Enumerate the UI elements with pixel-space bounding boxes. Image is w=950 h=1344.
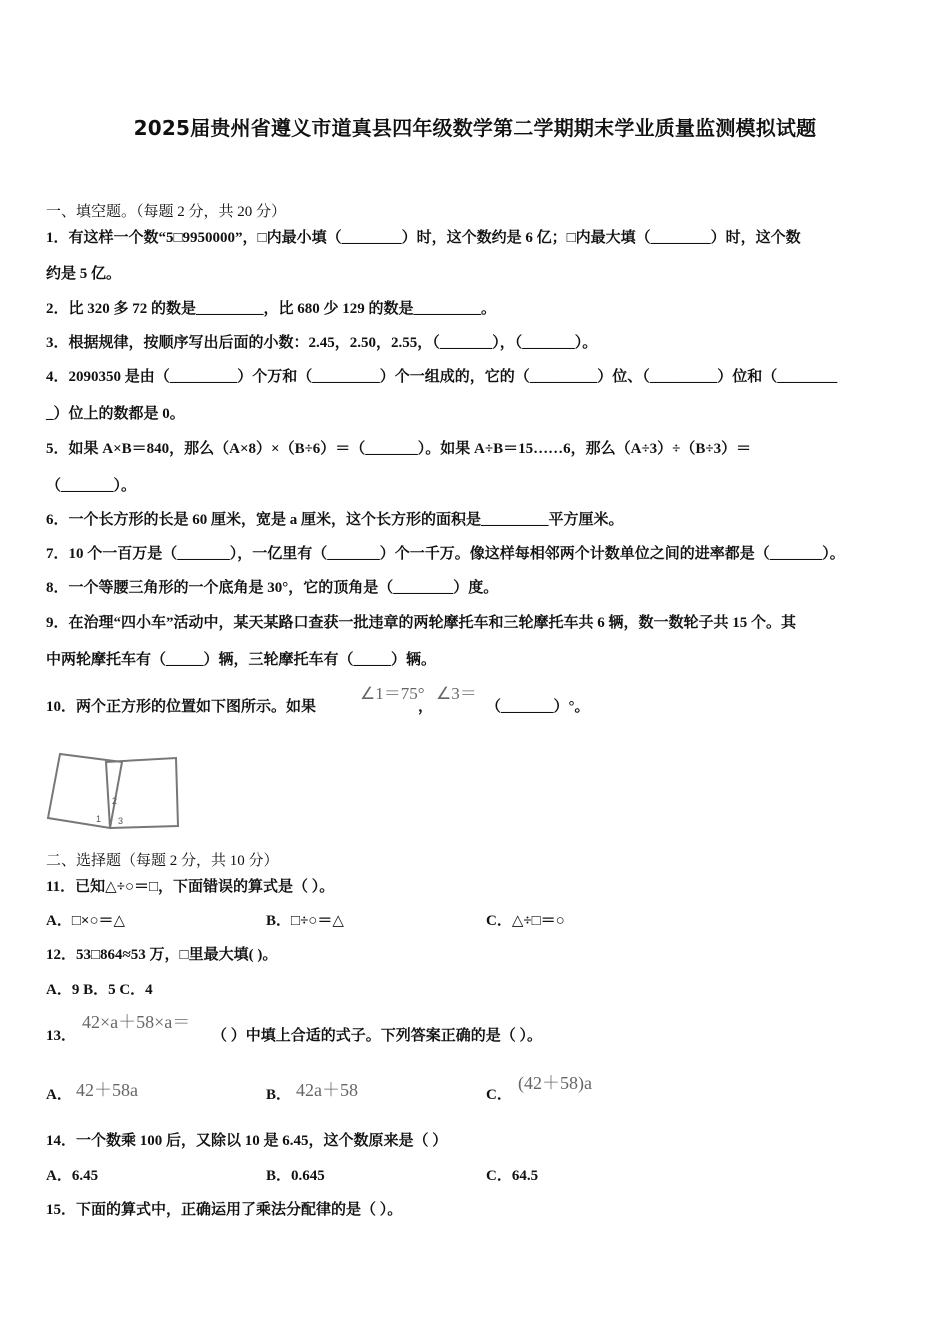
question-6: 6．一个长方形的长是 60 厘米，宽是 a 厘米，这个长方形的面积是_________平方厘米。 [46,512,624,528]
question-5-line-1: 5．如果 A×B＝840，那么（A×8）×（B÷6）＝（_______）。如果 A÷B＝15……6，那么（A÷3）÷（B÷3）＝ [46,441,752,457]
two-squares-figure [44,748,184,834]
question-13-option-b-label: B． [266,1087,292,1103]
section-1-heading: 一、填空题。（每题 2 分，共 20 分） [46,204,287,220]
page-title: 2025届贵州省遵义市道真县四年级数学第二学期期末学业质量监测模拟试题 [133,116,817,140]
question-14-option-c: C．64.5 [486,1168,539,1184]
angle-label-1: 1 [96,814,102,824]
question-13-option-c-label: C． [486,1087,512,1103]
question-3: 3．根据规律，按顺序写出后面的小数：2.45，2.50，2.55，（_______），（_______）。 [46,335,598,351]
question-13-number: 13． [46,1028,77,1044]
left-square [48,754,122,828]
question-11-option-c: C．△÷□＝○ [486,913,565,929]
question-8: 8．一个等腰三角形的一个底角是 30°，它的顶角是（________）度。 [46,580,499,596]
question-9-line-1: 9．在治理“四小车”活动中，某天某路口查获一批违章的两轮摩托车和三轮摩托车共 6 辆，数一数轮子共 15 个。其 [46,615,797,631]
question-11: 11．已知△÷○＝□，下面错误的算式是（ ）。 [46,879,335,895]
question-13-option-a-expr: 42＋58a [76,1080,138,1100]
question-12-options: A．9 B．5 C．4 [46,982,153,998]
question-13-option-b-expr: 42a＋58 [296,1080,358,1100]
section-2-heading: 二、选择题（每题 2 分，共 10 分） [46,853,279,869]
question-12: 12．53□864≈53 万，□里最大填( )。 [46,947,278,963]
question-7: 7．10 个一百万是（_______），一亿里有（_______）个一千万。像这样每相邻两个计数单位之间的进率都是（_______）。 [46,546,845,562]
question-10-suffix: （_______）°。 [486,699,590,715]
question-15: 15．下面的算式中，正确运用了乘法分配律的是（ ）。 [46,1202,403,1218]
question-5-line-2: （_______）。 [46,478,137,494]
question-13-expression: 42×a＋58×a＝ [82,1012,191,1032]
question-1-line-1: 1．有这样一个数“5□9950000”，□内最小填（________）时，这个数约是 6 亿；□内最大填（________）时，这个数 [46,230,801,246]
question-13-option-c-expr: (42＋58)a [518,1073,592,1093]
question-13-option-a-label: A． [46,1087,72,1103]
question-13-text: （ ）中填上合适的式子。下列答案正确的是（ ）。 [212,1028,543,1044]
question-10-angle-1: ∠1＝75° [360,684,425,703]
question-14-option-b: B．0.645 [266,1168,325,1184]
question-4-line-1: 4．2090350 是由（_________）个万和（_________）个一组成的，它的（_________）位、（_________）位和（________ [46,369,838,385]
question-4-line-2: _）位上的数都是 0。 [46,406,185,422]
question-10-angle-3: ∠3＝ [436,684,477,703]
question-14-option-a: A．6.45 [46,1168,99,1184]
angle-label-2: 2 [112,796,118,806]
question-14: 14．一个数乘 100 后，又除以 10 是 6.45，这个数原来是（ ） [46,1133,448,1149]
question-11-option-a: A．□×○＝△ [46,913,126,929]
question-9-line-2: 中两轮摩托车有（_____）辆，三轮摩托车有（_____）辆。 [46,652,437,668]
question-2: 2．比 320 多 72 的数是_________，比 680 少 129 的数是_________。 [46,301,497,317]
question-1-line-2: 约是 5 亿。 [46,266,122,282]
question-10-prefix: 10．两个正方形的位置如下图所示。如果 [46,699,317,715]
question-11-option-b: B．□÷○＝△ [266,913,344,929]
question-10-comma: ， [418,699,434,715]
angle-label-3: 3 [118,816,124,826]
